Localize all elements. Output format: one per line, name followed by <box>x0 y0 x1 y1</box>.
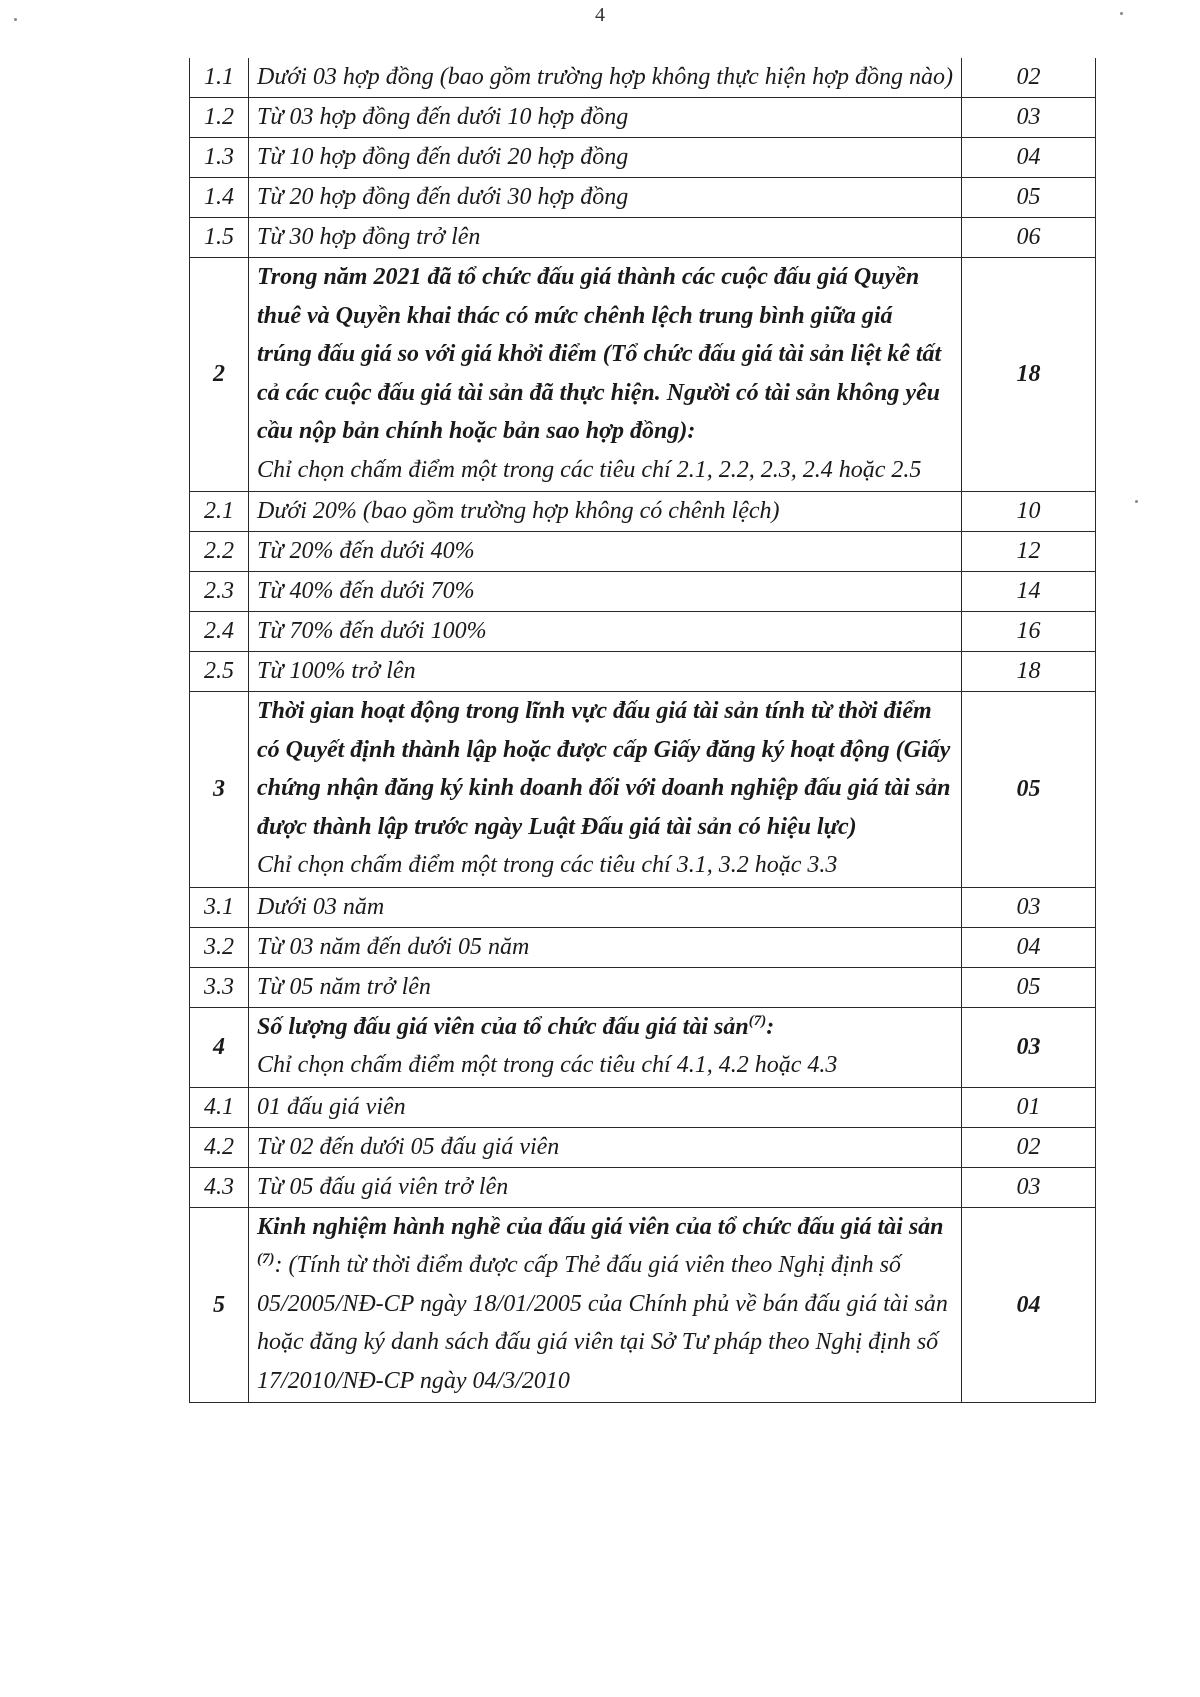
criterion-title-text: Trong năm 2021 đã tổ chức đấu giá thành các cuộc đấu giá Quyền thuê và Quyền khai thác có mức chênh lệch trung bình giữa giá trúng đấu giá so với giá khởi điểm (Tổ chức đấu giá tài sản liệt kê tất cả các cuộc đấu giá tài sản đã thực hiện. Người có tài sản không yêu cầu nộp bản chính hoặc bản sao hợp đồng): <box>257 264 942 444</box>
criterion-title-tail: : (Tính từ thời điểm được cấp Thẻ đấu giá viên theo Nghị định số 05/2005/NĐ-CP ngày 18/01/2005 của Chính phủ về bán đấu giá tài sản hoặc đăng ký danh sách đấu giá viên tại Sở Tư pháp theo Nghị định số 17/2010/NĐ-CP ngày 04/3/2010 <box>257 1252 948 1394</box>
criterion-number: 2.2 <box>190 532 249 572</box>
criteria-sub-row <box>190 887 1096 927</box>
criteria-sub-row <box>190 532 1096 572</box>
criterion-description: Từ 03 hợp đồng đến dưới 10 hợp đồng <box>249 98 962 138</box>
scan-speck <box>1120 12 1123 15</box>
criterion-selection-note: Chỉ chọn chấm điểm một trong các tiêu chí 4.1, 4.2 hoặc 4.3 <box>257 1052 838 1078</box>
criterion-description <box>249 1007 962 1087</box>
criteria-group-row <box>190 692 1096 888</box>
criterion-number: 1.5 <box>190 218 249 258</box>
criterion-score: 04 <box>962 138 1096 178</box>
criterion-score: 02 <box>962 58 1096 98</box>
criteria-sub-row <box>190 1087 1096 1127</box>
criterion-score: 16 <box>962 612 1096 652</box>
criterion-number: 1.4 <box>190 178 249 218</box>
criteria-group-row <box>190 1207 1096 1403</box>
criterion-number: 2 <box>190 258 249 492</box>
scan-speck <box>14 18 17 21</box>
criterion-score: 01 <box>962 1087 1096 1127</box>
criteria-sub-row <box>190 138 1096 178</box>
criterion-score: 03 <box>962 1007 1096 1087</box>
criteria-sub-row <box>190 1127 1096 1167</box>
criterion-score: 04 <box>962 1207 1096 1403</box>
criterion-description: Từ 30 hợp đồng trở lên <box>249 218 962 258</box>
criterion-description: Từ 05 năm trở lên <box>249 967 962 1007</box>
criterion-description: 01 đấu giá viên <box>249 1087 962 1127</box>
criterion-number: 4.2 <box>190 1127 249 1167</box>
criterion-score: 04 <box>962 927 1096 967</box>
criterion-number: 3.3 <box>190 967 249 1007</box>
criterion-score: 03 <box>962 98 1096 138</box>
criterion-score: 02 <box>962 1127 1096 1167</box>
criterion-number: 2.1 <box>190 492 249 532</box>
criterion-number: 5 <box>190 1207 249 1403</box>
criteria-table <box>189 58 1096 1403</box>
criteria-sub-row <box>190 572 1096 612</box>
criterion-number: 3.2 <box>190 927 249 967</box>
criteria-group-row <box>190 258 1096 492</box>
criteria-sub-row <box>190 492 1096 532</box>
criterion-description <box>249 692 962 888</box>
criterion-score: 03 <box>962 1167 1096 1207</box>
criterion-title-text: Số lượng đấu giá viên của tổ chức đấu giá tài sản <box>257 1013 749 1040</box>
criterion-score: 05 <box>962 178 1096 218</box>
criterion-description: Từ 40% đến dưới 70% <box>249 572 962 612</box>
criteria-sub-row <box>190 967 1096 1007</box>
criterion-title <box>257 692 953 846</box>
footnote-marker: (7) <box>748 1012 767 1029</box>
criteria-sub-row <box>190 612 1096 652</box>
criterion-score: 18 <box>962 652 1096 692</box>
page-number: 4 <box>595 4 605 26</box>
criteria-sub-row <box>190 218 1096 258</box>
criterion-title <box>257 1008 953 1047</box>
criterion-title-text: Thời gian hoạt động trong lĩnh vực đấu giá tài sản tính từ thời điểm có Quyết định thành lập hoặc được cấp Giấy đăng ký hoạt động (Giấy chứng nhận đăng ký kinh doanh đối với doanh nghiệp đấu giá tài sản được thành lập trước ngày Luật Đấu giá tài sản có hiệu lực) <box>257 698 951 840</box>
criterion-number: 2.4 <box>190 612 249 652</box>
criteria-table-wrapper <box>189 58 1095 1403</box>
criteria-group-row <box>190 1007 1096 1087</box>
criterion-description: Từ 20% đến dưới 40% <box>249 532 962 572</box>
criterion-description: Từ 100% trở lên <box>249 652 962 692</box>
criterion-score: 06 <box>962 218 1096 258</box>
criterion-number: 3 <box>190 692 249 888</box>
criteria-sub-row <box>190 58 1096 98</box>
criterion-score: 05 <box>962 692 1096 888</box>
criterion-description: Dưới 03 hợp đồng (bao gồm trường hợp không thực hiện hợp đồng nào) <box>249 58 962 98</box>
criterion-description <box>249 1207 962 1403</box>
criterion-description: Từ 03 năm đến dưới 05 năm <box>249 927 962 967</box>
criteria-sub-row <box>190 652 1096 692</box>
criterion-number: 1.3 <box>190 138 249 178</box>
criterion-selection-note: Chỉ chọn chấm điểm một trong các tiêu chí 2.1, 2.2, 2.3, 2.4 hoặc 2.5 <box>257 456 922 483</box>
criterion-description: Từ 02 đến dưới 05 đấu giá viên <box>249 1127 962 1167</box>
criterion-score: 03 <box>962 887 1096 927</box>
criterion-number: 4.3 <box>190 1167 249 1207</box>
criteria-sub-row <box>190 98 1096 138</box>
criterion-description: Từ 05 đấu giá viên trở lên <box>249 1167 962 1207</box>
criterion-description: Dưới 20% (bao gồm trường hợp không có chênh lệch) <box>249 492 962 532</box>
criterion-score: 18 <box>962 258 1096 492</box>
criteria-sub-row <box>190 178 1096 218</box>
criterion-description: Từ 70% đến dưới 100% <box>249 612 962 652</box>
criterion-score: 14 <box>962 572 1096 612</box>
criterion-score: 05 <box>962 967 1096 1007</box>
criterion-description: Dưới 03 năm <box>249 887 962 927</box>
criterion-title-tail: : <box>766 1013 775 1040</box>
criterion-title-text: Kinh nghiệm hành nghề của đấu giá viên của tổ chức đấu giá tài sản <box>257 1213 944 1240</box>
footnote-marker: (7) <box>257 1251 275 1267</box>
criterion-selection-note: Chỉ chọn chấm điểm một trong các tiêu chí 3.1, 3.2 hoặc 3.3 <box>257 852 838 878</box>
criterion-number: 3.1 <box>190 887 249 927</box>
criterion-description: Từ 20 hợp đồng đến dưới 30 hợp đồng <box>249 178 962 218</box>
criterion-description: Từ 10 hợp đồng đến dưới 20 hợp đồng <box>249 138 962 178</box>
criterion-number: 2.3 <box>190 572 249 612</box>
criterion-number: 4 <box>190 1007 249 1087</box>
criterion-number: 2.5 <box>190 652 249 692</box>
criterion-description <box>249 258 962 492</box>
criterion-number: 1.1 <box>190 58 249 98</box>
criterion-number: 1.2 <box>190 98 249 138</box>
criterion-score: 10 <box>962 492 1096 532</box>
criterion-number: 4.1 <box>190 1087 249 1127</box>
scan-speck <box>1135 500 1138 503</box>
criteria-table-body <box>190 58 1096 1403</box>
criterion-score: 12 <box>962 532 1096 572</box>
criterion-title <box>257 258 953 451</box>
criteria-sub-row <box>190 927 1096 967</box>
criteria-sub-row <box>190 1167 1096 1207</box>
